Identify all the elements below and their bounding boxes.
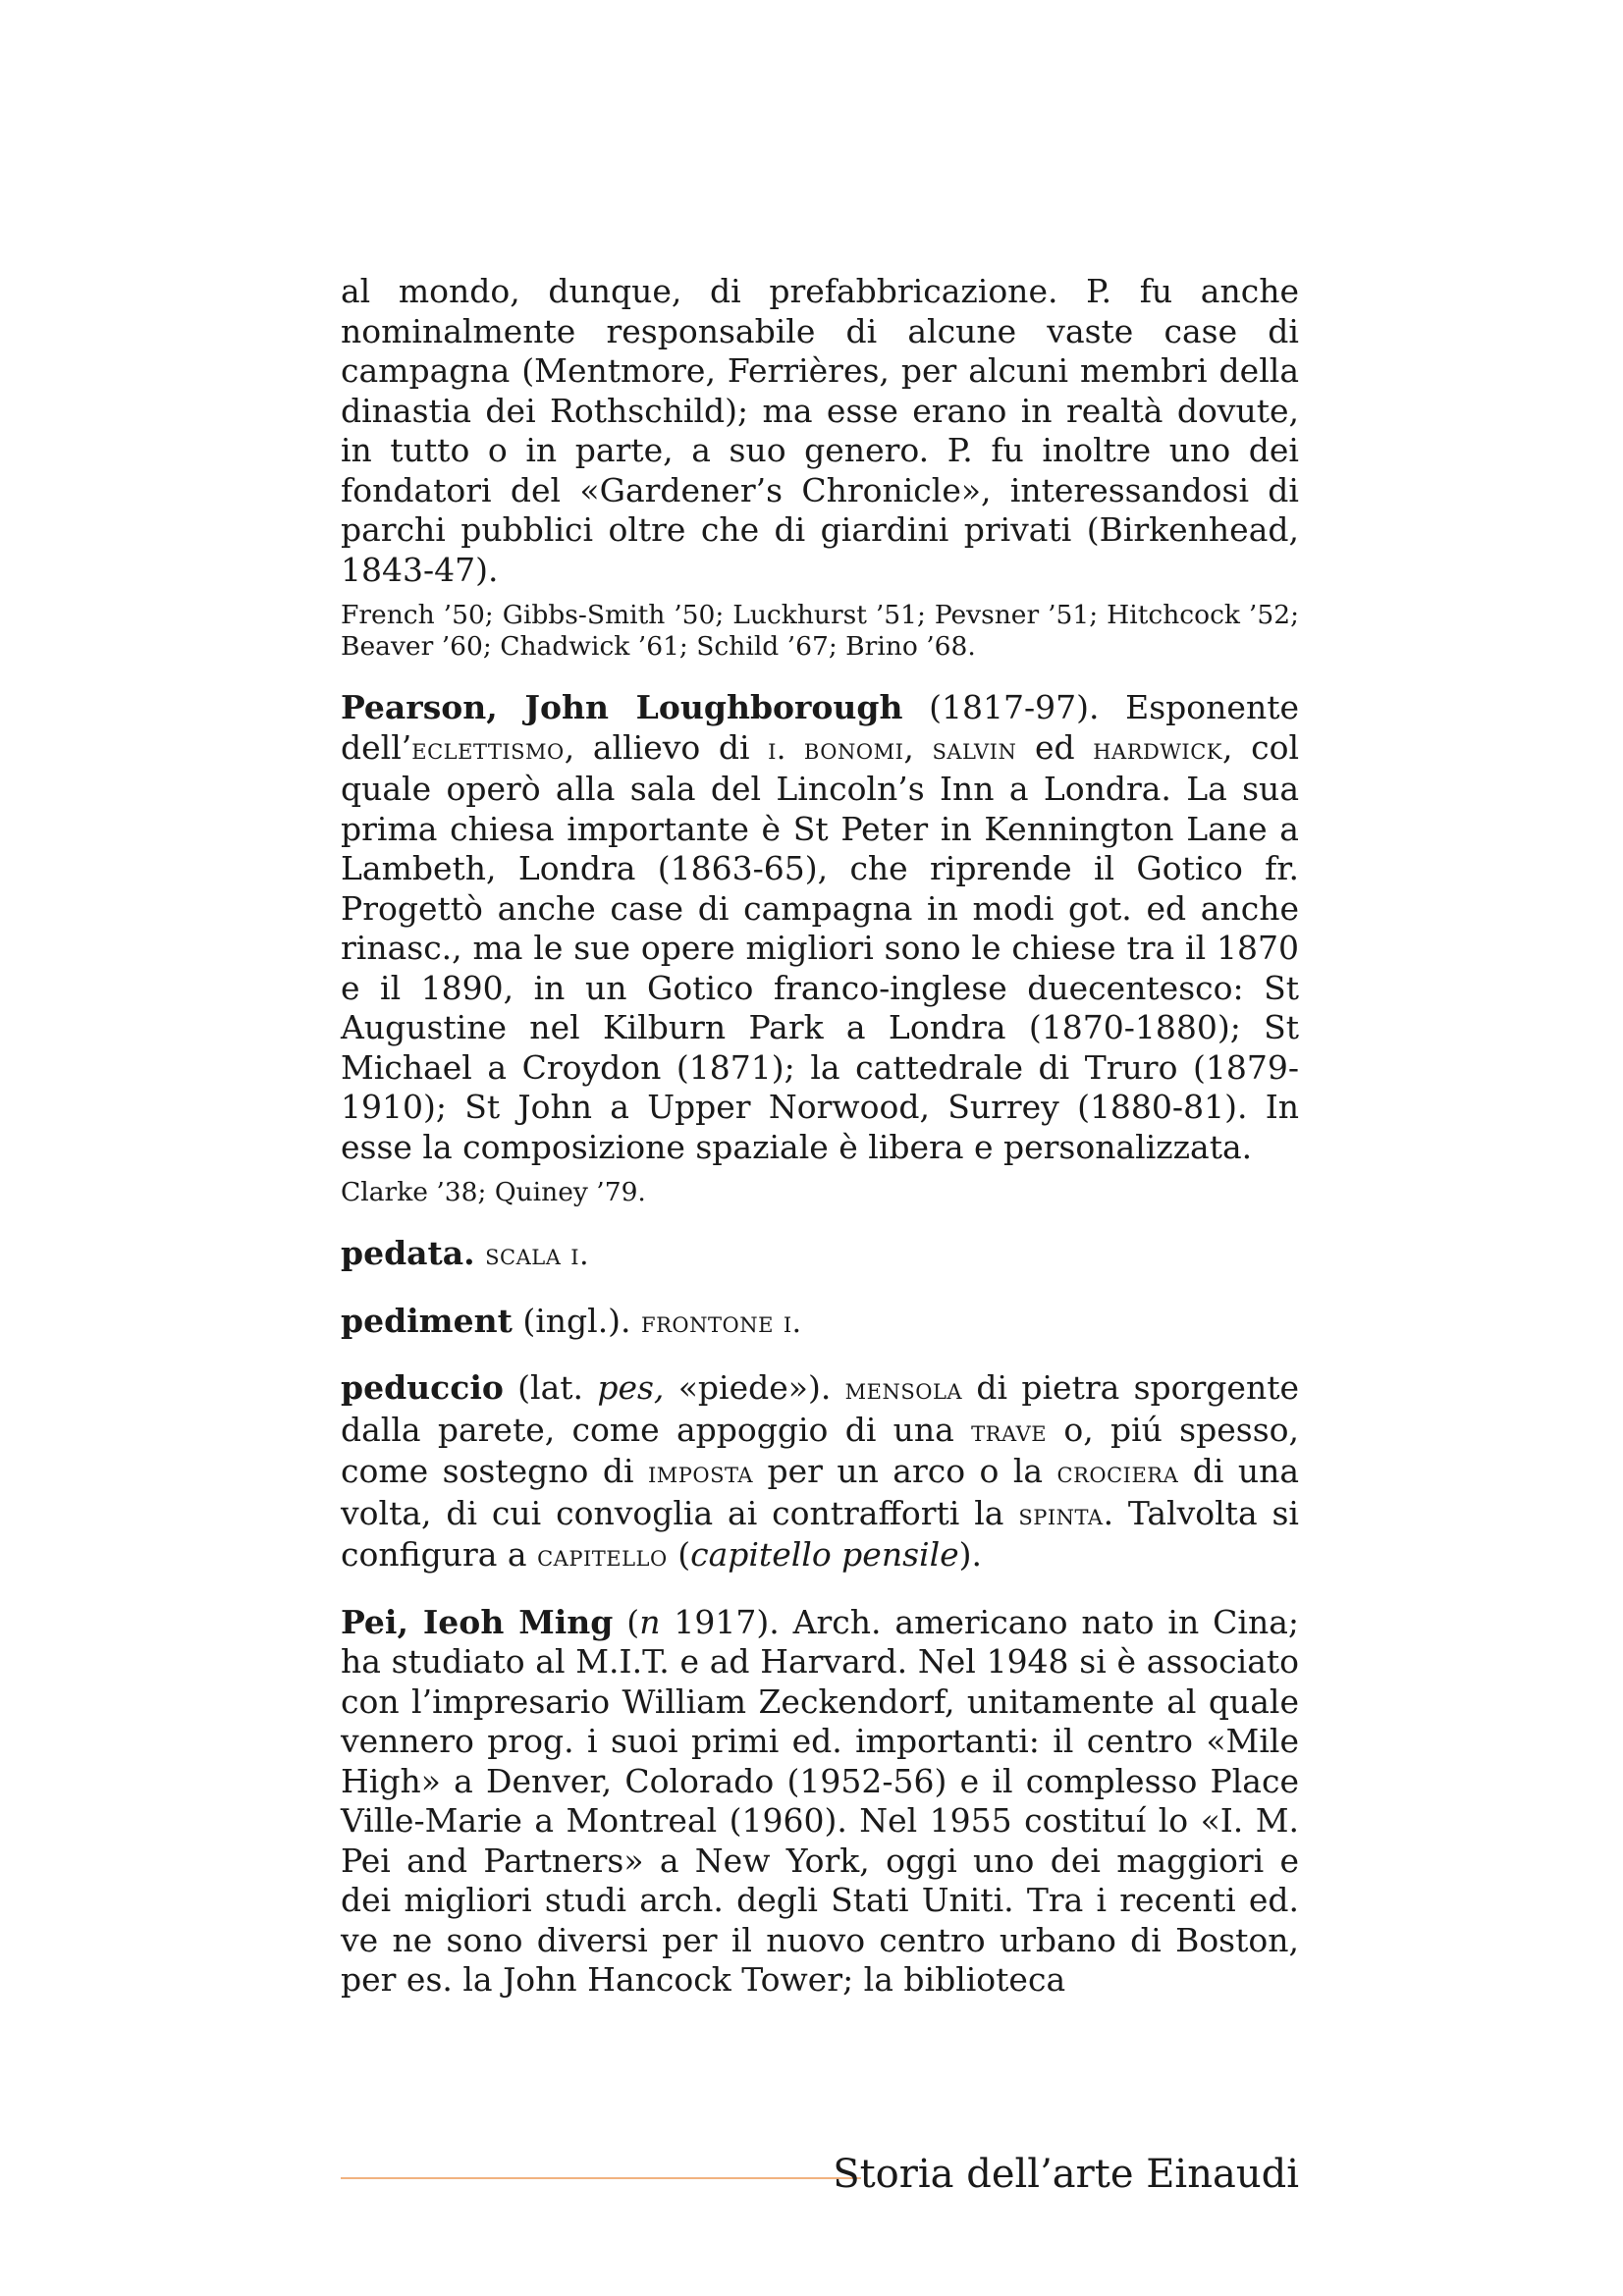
- footer-title: Storia dell’arte Einaudi: [833, 2152, 1299, 2197]
- entry-pedata: [341, 1234, 1299, 1276]
- pei-born-abbrev: n: [639, 1602, 661, 1641]
- xref-imposta[interactable]: imposta: [647, 1456, 754, 1490]
- pearson-headword: Pearson, John Loughborough: [341, 688, 903, 726]
- entry-continuation: [341, 272, 1299, 663]
- pediment-text: [341, 1302, 1299, 1344]
- xref-eclettismo[interactable]: eclettismo: [411, 731, 565, 767]
- entry-pediment: [341, 1302, 1299, 1344]
- xref-crociera[interactable]: crociera: [1056, 1456, 1179, 1490]
- pearson-text-4: ed: [1016, 727, 1094, 767]
- pearson-text: [341, 688, 1299, 1167]
- pedata-headword: pedata.: [341, 1234, 475, 1272]
- xref-frontone[interactable]: frontone i.: [641, 1305, 802, 1340]
- peduccio-text-9: ).: [958, 1535, 983, 1574]
- xref-spinta[interactable]: spinta: [1018, 1497, 1104, 1532]
- pei-text-2: 1917). Arch. americano nato in Cina; ha studiato al M.I.T. e ad Harvard. Nel 1948 si è associato con l’impresario William Zeckendorf, unitamente al quale vennero prog. i suoi primi ed. importanti: il centro «Mile High» a Denver, Colorado (1952-56) e il complesso Place Ville-Marie a Montreal (1960). Nel 1955 costituí lo «I. M. Pei and Partners» a New York, oggi uno dei maggiori e dei migliori studi arch. degli Stati Uniti. Tra i recenti ed. ve ne sono diversi per il nuovo centro urbano di Boston, per es. la John Hancock Tower; la biblioteca: [341, 1602, 1300, 1999]
- pediment-headword: pediment: [341, 1301, 513, 1340]
- page-body: [341, 272, 1299, 2001]
- pearson-text-3: ,: [903, 727, 933, 767]
- pedata-text: [341, 1234, 1299, 1276]
- continuation-text: al mondo, dunque, di prefabbricazione. P. fu anche nominalmente responsabile di alcune vaste case di campagna (Mentmore, Ferrières, per alcuni membri della dinastia dei Rothschild); ma esse erano in realtà dovute, in tutto o in parte, a suo genero. P. fu inoltre uno dei fondatori del «Gardener’s Chronicle», interessandosi di parchi pubblici oltre che di giardini privati (Birkenhead, 1843-47).: [341, 272, 1299, 589]
- pei-headword: Pei, Ieoh Ming: [341, 1602, 614, 1641]
- entry-pearson: [341, 688, 1299, 1208]
- peduccio-text-2: «piede»).: [664, 1368, 845, 1407]
- peduccio-text-6: di una volta, di cui convoglia ai contrafforti la: [341, 1452, 1300, 1532]
- peduccio-headword: peduccio: [341, 1368, 504, 1407]
- xref-mensola[interactable]: mensola: [844, 1372, 963, 1407]
- pei-text-1: (: [613, 1602, 640, 1641]
- peduccio-latin: pes,: [597, 1368, 665, 1407]
- peduccio-italic-term: capitello pensile: [690, 1535, 959, 1574]
- pearson-text-5: , col quale operò alla sala del Lincoln’s Inn a Londra. La sua prima chiesa importante è St Peter in Kennington Lane a Lambeth, Londra (1863-65), che riprende il Gotico fr. Progettò anche case di campagna in modi got. ed anche rinasc., ma le sue opere migliori sono le chiese tra il 1870 e il 1890, in un Gotico franco-inglese duecentesco: St Augustine nel Kilburn Park a Londra (1870-1880); St Michael a Croydon (1871); la cattedrale di Truro (1879-1910); St John a Upper Norwood, Surrey (1880-81). In esse la composizione spaziale è libera e personalizzata.: [341, 727, 1299, 1166]
- xref-trave[interactable]: trave: [971, 1414, 1048, 1449]
- xref-bonomi[interactable]: i. bonomi: [768, 731, 904, 767]
- peduccio-text-8: (: [667, 1535, 691, 1574]
- xref-salvin[interactable]: salvin: [932, 731, 1017, 767]
- continuation-bibliography: French ’50; Gibbs-Smith ’50; Luckhurst ’51; Pevsner ’51; Hitchcock ’52; Beaver ’60; Chadwick ’61; Schild ’67; Brino ’68.: [341, 600, 1299, 662]
- entry-peduccio: [341, 1368, 1299, 1577]
- pediment-text-1: (ingl.).: [512, 1301, 642, 1340]
- entry-pei: [341, 1603, 1299, 2001]
- footer-rule: [341, 2177, 861, 2179]
- xref-hardwick[interactable]: hardwick: [1093, 731, 1222, 767]
- pei-text: [341, 1603, 1299, 2001]
- pearson-text-1: (1817-97). Esponente dell’: [341, 688, 1300, 767]
- pearson-text-2: , allievo di: [564, 727, 769, 767]
- peduccio-text: [341, 1368, 1299, 1577]
- peduccio-text-1: (lat.: [503, 1368, 598, 1407]
- peduccio-text-4: o, piú spesso, come sostegno di: [341, 1410, 1299, 1490]
- peduccio-text-3: di pietra sporgente dalla parete, come appoggio di una: [341, 1368, 1299, 1449]
- xref-scala[interactable]: scala i.: [485, 1238, 590, 1272]
- xref-capitello[interactable]: capitello: [537, 1539, 668, 1574]
- peduccio-text-5: per un arco o la: [753, 1452, 1057, 1490]
- peduccio-text-7: . Talvolta si configura a: [341, 1493, 1299, 1574]
- pearson-bibliography: Clarke ’38; Quiney ’79.: [341, 1177, 646, 1207]
